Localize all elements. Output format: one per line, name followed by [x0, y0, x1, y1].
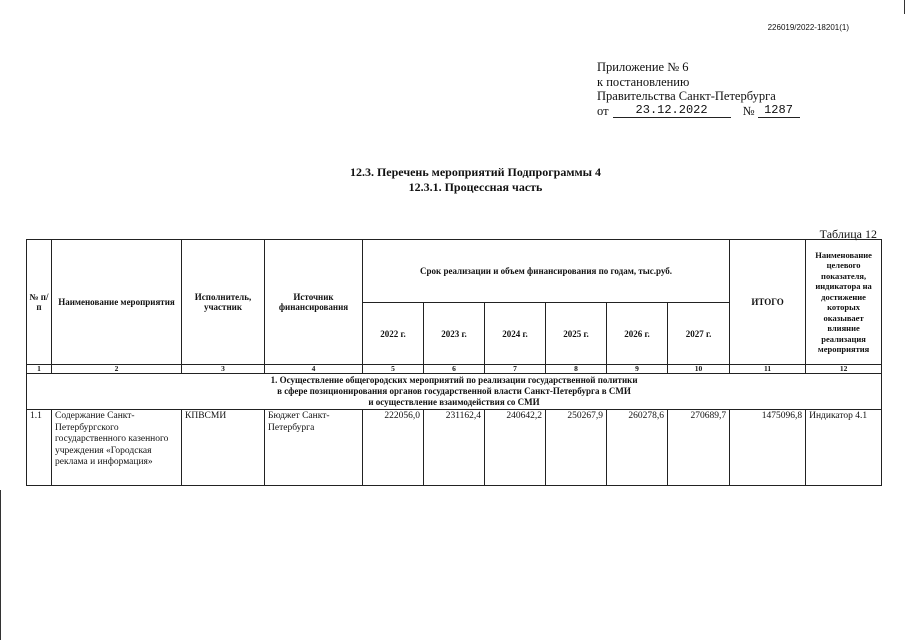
column-number: 9	[607, 365, 668, 374]
column-number: 11	[730, 365, 806, 374]
column-number: 10	[668, 365, 730, 374]
header-total: ИТОГО	[730, 240, 806, 365]
column-number-row	[27, 365, 882, 374]
column-number: 5	[363, 365, 424, 374]
column-number: 7	[485, 365, 546, 374]
row-executor: КПВСМИ	[182, 410, 265, 486]
column-number: 3	[182, 365, 265, 374]
column-number: 4	[265, 365, 363, 374]
header-indicator: Наименование целевого показателя, индикатора на достижение которых оказывает влияние реализация мероприятия	[806, 240, 882, 365]
header-row-1	[27, 240, 882, 303]
header-year: 2022 г.	[363, 303, 424, 365]
header-year: 2026 г.	[607, 303, 668, 365]
section-heading-line: в сфере позиционирования органов государственной власти Санкт-Петербурга в СМИ	[277, 386, 631, 396]
appendix-block	[597, 60, 800, 118]
section-heading	[27, 374, 882, 410]
row-name: Содержание Санкт-Петербургского государственного казенного учреждения «Городская реклама и информация»	[52, 410, 182, 486]
document-reference-number: 226019/2022-18201(1)	[767, 23, 849, 32]
appendix-line-1: Приложение № 6	[597, 60, 689, 74]
header-year: 2024 г.	[485, 303, 546, 365]
header-name: Наименование мероприятия	[52, 240, 182, 365]
row-value-2026: 260278,6	[607, 410, 668, 486]
appendix-date-row	[597, 104, 800, 119]
row-value-2023: 231162,4	[424, 410, 485, 486]
appendix-line-3: Правительства Санкт-Петербурга	[597, 89, 776, 103]
number-label: №	[742, 103, 755, 118]
row-value-2027: 270689,7	[668, 410, 730, 486]
column-number: 1	[27, 365, 52, 374]
row-num: 1.1	[27, 410, 52, 486]
appendix-line-2: к постановлению	[597, 74, 690, 89]
table-row	[27, 410, 882, 486]
document-title	[0, 165, 905, 195]
row-value-2022: 222056,0	[363, 410, 424, 486]
row-source: Бюджет Санкт-Петербурга	[265, 410, 363, 486]
from-label: от	[597, 103, 609, 118]
header-year: 2023 г.	[424, 303, 485, 365]
column-number: 6	[424, 365, 485, 374]
column-number: 8	[546, 365, 607, 374]
header-source: Источник финансирования	[265, 240, 363, 365]
title-line-1: 12.3. Перечень мероприятий Подпрограммы 4	[349, 165, 602, 179]
header-year: 2027 г.	[668, 303, 730, 365]
row-indicator: Индикатор 4.1	[806, 410, 882, 486]
section-heading-line: 1. Осуществление общегородских мероприятий по реализации государственной политики	[270, 375, 638, 385]
decree-number: 1287	[758, 104, 800, 118]
table-label: Таблица 12	[819, 227, 877, 241]
title-line-2: 12.3.1. Процессная часть	[408, 180, 543, 194]
header-num: № п/п	[27, 240, 52, 365]
column-number: 12	[806, 365, 882, 374]
section-row	[27, 374, 882, 410]
header-year: 2025 г.	[546, 303, 607, 365]
header-executor: Исполнитель, участник	[182, 240, 265, 365]
activities-table	[26, 239, 882, 486]
row-value-2024: 240642,2	[485, 410, 546, 486]
page-edge-line	[0, 490, 1, 640]
decree-date: 23.12.2022	[613, 104, 731, 118]
row-value-2025: 250267,9	[546, 410, 607, 486]
column-number: 2	[52, 365, 182, 374]
header-period: Срок реализации и объем финансирования по годам, тыс.руб.	[363, 240, 730, 303]
section-heading-line: и осуществление взаимодействия со СМИ	[368, 397, 540, 407]
row-total: 1475096,8	[730, 410, 806, 486]
